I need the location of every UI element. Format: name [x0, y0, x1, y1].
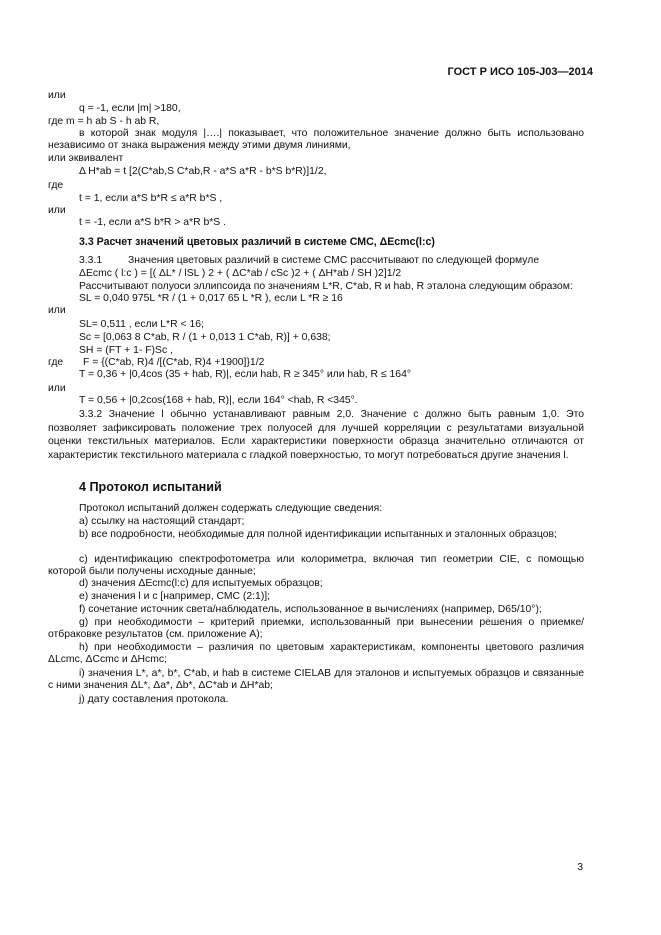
- list-item: j) дату составления протокола.: [79, 694, 229, 705]
- formula-line: SL= 0,511 , если L*R < 16;: [79, 319, 204, 330]
- list-item: d) значения ΔEcmc(l:c) для испытуемых образцов;: [79, 578, 323, 589]
- list-item: g) при необходимости – критерий приемки, использованный при вынесении решения о приемке/отбраковке результатов (см. приложение А);: [48, 617, 584, 640]
- formula-main: ΔEcmc ( l:c ) = [( ΔL* / lSL ) 2 + ( ΔC*ab / cSc )2 + ( ΔH*ab / SH )2]1/2: [79, 268, 402, 279]
- list-item: e) значения l и c [например, СМС (2:1)];: [79, 591, 271, 602]
- list-item: i) значения L*, a*, b*, C*ab, и hab в системе CIELAB для эталонов и испытуемых образцов и связанные с ними значения ΔL*, Δa*, Δb*, ΔC*ab и ΔH*ab;: [48, 668, 584, 691]
- formula-line: t = -1, если a*S b*R > a*R b*S .: [79, 217, 227, 228]
- paragraph: Протокол испытаний должен содержать следующие сведения:: [79, 503, 383, 514]
- formula-line: T = 0,36 + |0,4cos (35 + hab, R)|, если hab, R ≥ 345° или hab, R ≤ 164°: [79, 369, 412, 380]
- list-item: а) ссылку на настоящий стандарт;: [79, 516, 245, 527]
- formula-line: где m = h ab S - h ab R,: [48, 116, 160, 127]
- paragraph: в которой знак модуля |….| показывает, что положительное значение должно быть использовано независимо от знака выражения между этими двумя линиями,: [48, 128, 584, 151]
- text-line: или: [48, 383, 66, 394]
- list-item: b) все подробности, необходимые для полной идентификации испытанных и эталонных образцов;: [79, 529, 557, 540]
- text-line: Рассчитывают полуоси эллипсоида по значениям L*R, C*ab, R и hab, R эталона следующим образом:: [79, 281, 573, 292]
- formula-line: SL = 0,040 975L *R / (1 + 0,017 65 L *R ), если L *R ≥ 16: [79, 293, 343, 304]
- text-line: или эквивалент: [48, 153, 124, 164]
- formula-line: Δ H*ab = t [2(C*ab,S C*ab,R - a*S a*R - b*S b*R)]1/2,: [79, 166, 327, 177]
- list-item: f) сочетание источник света/наблюдатель, использованное в вычислениях (например, D65/10°);: [79, 604, 542, 615]
- paragraph-number: 3.3.1: [79, 255, 103, 266]
- text-line: где: [48, 180, 64, 191]
- text-line: или: [48, 205, 66, 216]
- text-line: или: [48, 90, 66, 101]
- page-number: 3: [577, 862, 583, 873]
- formula-line: F = {(C*ab, R)4 /[(C*ab, R)4 +1900]}1/2: [83, 357, 265, 368]
- section-heading-4: 4 Протокол испытаний: [79, 480, 222, 494]
- formula-line: T = 0,56 + |0,2cos(168 + hab, R)|, если 164° <hab, R <345°.: [79, 395, 358, 406]
- formula-line: q = -1, если |m| >180,: [79, 103, 181, 114]
- section-heading-3-3: 3.3 Расчет значений цветовых различий в системе СМС, ΔEcmc(l:c): [79, 236, 435, 248]
- text-line: или: [48, 305, 66, 316]
- formula-line: Sc = [0,063 8 C*ab, R / (1 + 0,013 1 C*ab, R)] + 0,638;: [79, 332, 331, 343]
- formula-line: t = 1, если a*S b*R ≤ a*R b*S ,: [79, 193, 223, 204]
- document-header: ГОСТ Р ИСО 105-J03—2014: [447, 66, 593, 78]
- list-item: c) идентификацию спектрофотометра или колориметра, включая тип геометрии CIE, с помощью которой были получены исходные данные;: [48, 554, 584, 577]
- text-line: где: [48, 357, 64, 368]
- paragraph-text: Значения цветовых различий в системе СМС рассчитывают по следующей формуле: [128, 255, 540, 266]
- list-item: h) при необходимости – различия по цветовым характеристикам, компоненты цветового различия ΔLcmc, ΔCcmc и ΔHcmc;: [48, 642, 584, 665]
- formula-line: SH = (FT + 1- F)Sc ,: [79, 345, 173, 356]
- paragraph: 3.3.2 Значение l обычно устанавливают равным 2,0. Значение c должно быть равным 1,0. Это позволяет зафиксировать положение трех полуосей для лучшей корреляции с результатами визуальной оценки текстильных материалов. Если характеристики поверхности образца значительно отличаются от характеристик текстильного материала с гладкой поверхностью, то могут потребоваться другие значения l.: [48, 409, 584, 461]
